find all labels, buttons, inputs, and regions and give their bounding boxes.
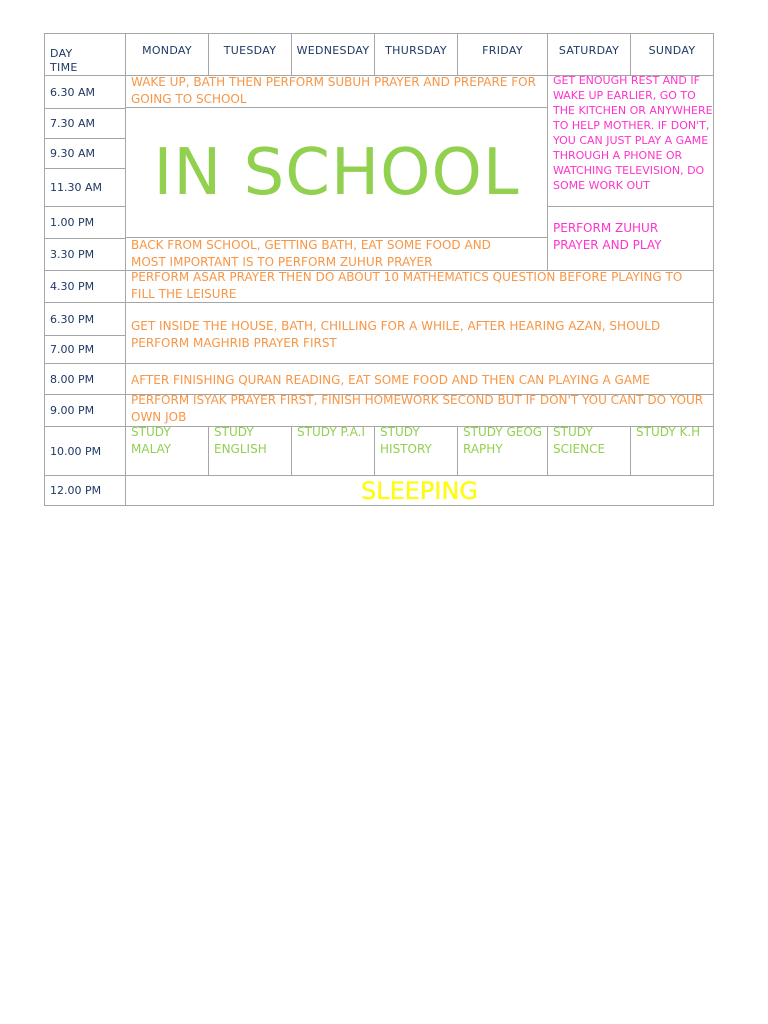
activity-in-school: IN SCHOOL — [153, 135, 520, 210]
time-label: 3.30 PM — [50, 248, 95, 261]
row-divider — [44, 302, 714, 303]
time-label: 8.00 PM — [50, 372, 95, 386]
activity-maghrib-prayer: GET INSIDE THE HOUSE, BATH, CHILLING FOR A WHILE, AFTER HEARING AZAN, SHOULD PERFORM MAGHRIB PRAYER FIRST — [131, 319, 661, 350]
corner-time-label: TIME — [50, 61, 78, 74]
time-label: 12.00 PM — [50, 484, 102, 497]
study-monday: STUDY MALAY — [131, 425, 172, 456]
table-border-bottom — [44, 505, 714, 506]
activity-sleeping: SLEEPING — [360, 476, 479, 505]
row-divider — [547, 206, 714, 207]
study-wednesday: STUDY P.A.I — [297, 425, 365, 439]
time-label: 7.30 AM — [50, 117, 96, 130]
time-label: 9.00 PM — [50, 404, 95, 417]
study-tuesday: STUDY ENGLISH — [214, 425, 267, 456]
time-label: 7.00 PM — [50, 343, 95, 356]
row-divider — [44, 363, 714, 364]
time-label: 4.30 PM — [50, 280, 95, 293]
corner-header — [45, 34, 125, 75]
header-thursday: THURSDAY — [385, 44, 447, 57]
header-monday: MONDAY — [142, 44, 192, 57]
activity-weekend-morning: GET ENOUGH REST AND IF WAKE UP EARLIER, GO TO THE KITCHEN OR ANYWHERE TO HELP MOTHER. IF DON'T, YOU CAN JUST PLAY A GAME THROUGH A PHONE OR WATCHING TELEVISION, DO SOME WORK OUT — [553, 74, 713, 192]
activity-quran-reading: AFTER FINISHING QURAN READING, EAT SOME FOOD AND THEN CAN PLAYING A GAME — [131, 373, 650, 387]
activity-wake-up: WAKE UP, BATH THEN PERFORM SUBUH PRAYER AND PREPARE FOR GOING TO SCHOOL — [131, 75, 536, 106]
time-label: 6.30 AM — [50, 85, 96, 99]
study-thursday: STUDY HISTORY — [380, 425, 432, 456]
weekly-timetable — [44, 33, 714, 506]
activity-back-from-school: BACK FROM SCHOOL, GETTING BATH, EAT SOME FOOD AND MOST IMPORTANT IS TO PERFORM ZUHUR PRAYER — [131, 238, 491, 269]
header-sunday: SUNDAY — [648, 44, 696, 57]
time-label: 1.00 PM — [50, 216, 95, 229]
study-sunday: STUDY K.H — [636, 425, 701, 439]
study-saturday: STUDY SCIENCE — [553, 425, 606, 456]
header-tuesday: TUESDAY — [223, 44, 277, 57]
time-label: 10.00 PM — [50, 444, 102, 458]
header-friday: FRIDAY — [482, 44, 523, 57]
time-label: 6.30 PM — [50, 312, 95, 326]
time-label: 9.30 AM — [50, 147, 96, 160]
header-saturday: SATURDAY — [558, 44, 620, 57]
activity-asar-prayer: PERFORM ASAR PRAYER THEN DO ABOUT 10 MATHEMATICS QUESTION BEFORE PLAYING TO FILL THE LEISURE — [131, 270, 683, 301]
time-label: 11.30 AM — [50, 181, 103, 194]
corner-day-label: DAY — [50, 47, 73, 60]
activity-weekend-afternoon: PERFORM ZUHUR PRAYER AND PLAY — [553, 221, 662, 252]
study-friday: STUDY GEOGRAPHY — [463, 425, 543, 456]
table-border-top — [44, 33, 714, 34]
activity-isyak-prayer: PERFORM ISYAK PRAYER FIRST, FINISH HOMEWORK SECOND BUT IF DON'T YOU CANT DO YOUR OWN JOB — [131, 393, 704, 424]
header-wednesday: WEDNESDAY — [296, 44, 370, 57]
